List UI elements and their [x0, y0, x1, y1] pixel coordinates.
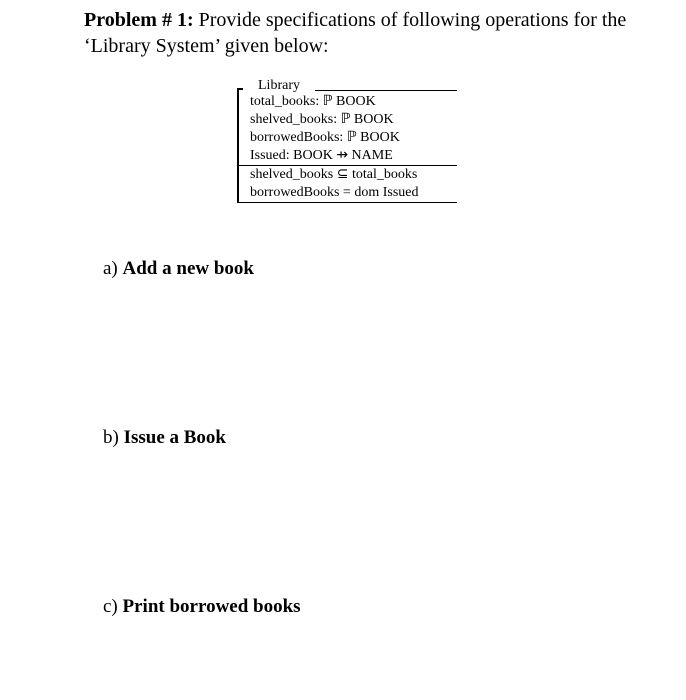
schema-declaration: total_books: ℙ BOOK	[250, 94, 376, 109]
part-b-letter: b)	[103, 427, 119, 448]
schema-declaration: shelved_books: ℙ BOOK	[250, 112, 394, 127]
part-c-title: Print borrowed books	[122, 596, 301, 617]
part-c-letter: c)	[103, 596, 118, 617]
schema-title-rule	[315, 90, 457, 91]
schema-corner-tick	[237, 88, 243, 90]
schema-declaration: Issued: BOOK ⇸ NAME	[250, 148, 393, 163]
schema-name: Library	[258, 78, 300, 93]
part-b-title: Issue a Book	[123, 427, 226, 448]
schema-predicate: shelved_books ⊆ total_books	[250, 167, 418, 182]
schema-declaration: borrowedBooks: ℙ BOOK	[250, 130, 400, 145]
part-b	[103, 426, 226, 450]
part-a	[103, 257, 254, 281]
schema-declarations	[250, 93, 400, 165]
problem-text: Provide specifications of following operations for the ‘Library System’ given below:	[84, 9, 627, 57]
problem-label: Problem # 1:	[84, 9, 194, 31]
schema-bottom-rule	[237, 202, 457, 203]
part-a-letter: a)	[103, 258, 118, 279]
library-schema-box	[237, 77, 457, 203]
schema-left-rule	[237, 88, 239, 203]
part-c	[103, 595, 301, 619]
part-a-title: Add a new book	[122, 258, 254, 279]
schema-predicate: borrowedBooks = dom Issued	[250, 185, 419, 200]
schema-predicates	[250, 166, 419, 202]
problem-statement	[84, 7, 644, 59]
